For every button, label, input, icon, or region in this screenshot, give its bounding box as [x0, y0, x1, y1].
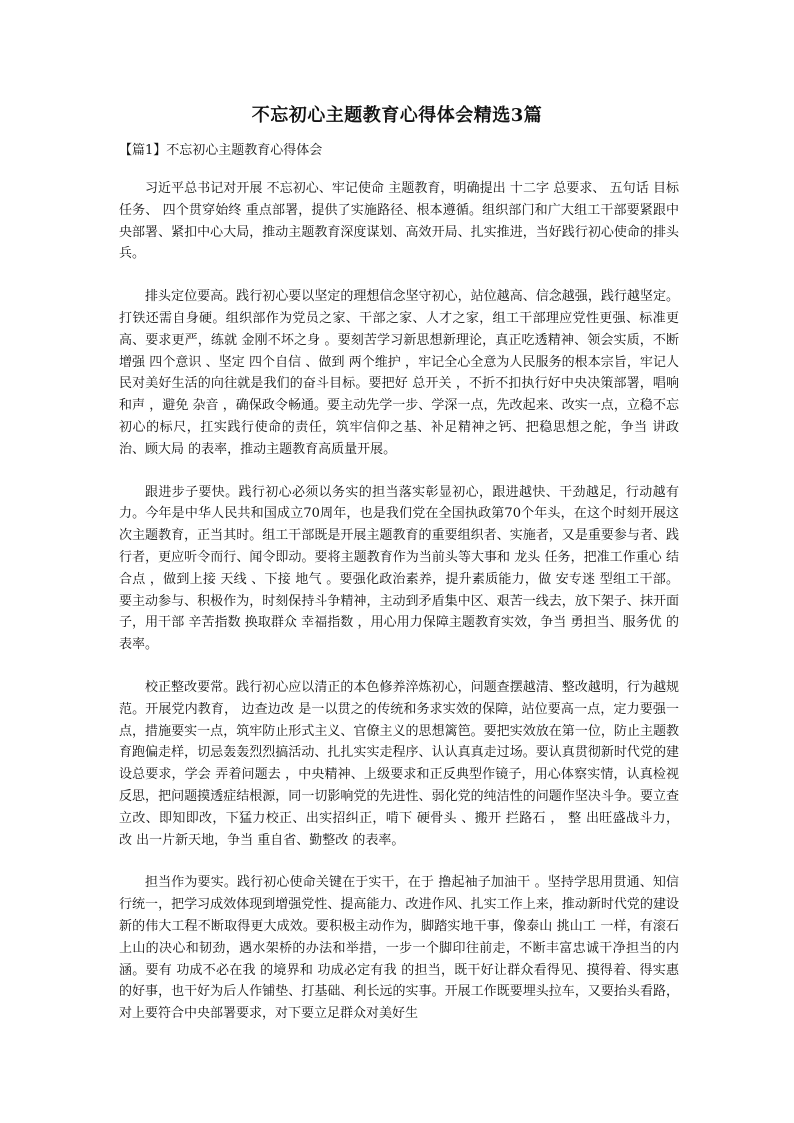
paragraph: 担当作为要实。践行初心使命关键在于实干，在于 撸起袖子加油干 。坚持学思用贯通、知信行统一，把学习成效体现到增强党性、提高能力、改进作风、扎实工作上来，推动新时代党的建设新的伟大工程不断取得更大成效。要积极主动作为，脚踏实地干事，像泰山 挑山工 一样，有滚石上山的决心和韧劲，遇水架桥的办法和举措，一步一个脚印往前走，不断丰富忠诚干净担当的内涵。要有 功成不必在我 的境界和 功成必定有我 的担当，既干好让群众看得见、摸得着、得实惠的好事，也干好为后人作铺垫、打基础、利长远的实事。开展工作既要埋头拉车，又要抬头看路，对上要符合中央部署要求，对下要立足群众对美好生	[119, 875, 679, 1022]
document-body	[119, 178, 679, 1046]
paragraph: 校正整改要常。践行初心应以清正的本色修养淬炼初心，问题查摆越清、整改越明，行为越规范。开展党内教育， 边查边改 是一以贯之的传统和务求实效的保障，站位要高一点，定力要强一点，措施要实一点，筑牢防止形式主义、官僚主义的思想篱笆。要把实效放在第一位，防止主题教育跑偏走样，切忌轰轰烈烈搞活动、扎扎实实走程序、认认真真走过场。要认真贯彻新时代党的建设总要求，学会 弄着问题去 ，中央精神、上级要求和正反典型作镜子，用心体察实情，认真检视反思，把问题摸透症结根源，同一切影响党的先进性、弱化党的纯洁性的问题作坚决斗争。要立查立改、即知即改，下猛力校正、出实招纠正，啃下 硬骨头 、搬开 拦路石 ， 整 出旺盛战斗力， 改 出一片新天地，争当 重自省、勤整改 的表率。	[119, 679, 679, 848]
paragraph: 习近平总书记对开展 不忘初心、牢记使命 主题教育，明确提出 十二字 总要求、 五句话 目标任务、 四个贯穿始终 重点部署，提供了实施路径、根本遵循。组织部门和广大组工干部要紧跟中央部署、紧扣中心大局，推动主题教育深度谋划、高效开局、扎实推进，当好践行初心使命的排头兵。	[119, 181, 679, 262]
paragraph: 排头定位要高。践行初心要以坚定的理想信念坚守初心，站位越高、信念越强，践行越坚定。打铁还需自身硬。组织部作为党员之家、干部之家、人才之家，组工干部理应党性更强、标准更高、要求更严，练就 金刚不坏之身 。要刻苦学习新思想新理论，真正吃透精神、领会实质，不断增强 四个意识 、坚定 四个自信 、做到 两个维护 ，牢记全心全意为人民服务的根本宗旨，牢记人民对美好生活的向往就是我们的奋斗目标。要把好 总开关 ，不折不扣执行好中央决策部署，唱响 和声 ，避免 杂音 ，确保政令畅通。要主动先学一步、学深一点，先改起来、改实一点，立稳不忘初心的标尺，扛实践行使命的责任，筑牢信仰之基、补足精神之钙、把稳思想之舵，争当 讲政治、顾大局 的表率，推动主题教育高质量开展。	[119, 289, 679, 457]
paragraph: 跟进步子要快。践行初心必须以务实的担当落实彰显初心，跟进越快、干劲越足，行动越有力。今年是中华人民共和国成立70周年，也是我们党在全国执政第70个年头，在这个时刻开展这次主题教育，正当其时。组工干部既是开展主题教育的重要组织者、实施者，又是重要参与者、践行者，更应听令而行、闻令即动。要将主题教育作为当前头等大事和 龙头 任务，把准工作重心 结合点 ，做到上接 天线 、下接 地气 。要强化政治素养，提升素质能力，做 安专迷 型组工干部。要主动参与、积极作为，时刻保持斗争精神，主动到矛盾集中区、艰苦一线去，放下架子、抹开面子，用干部 辛苦指数 换取群众 幸福指数 ，用心用力保障主题教育实效，争当 勇担当、服务优 的表率。	[119, 484, 679, 653]
document-title: 不忘初心主题教育心得体会精选3篇	[251, 105, 543, 126]
section-label: 【篇1】不忘初心主题教育心得体会	[119, 143, 323, 158]
